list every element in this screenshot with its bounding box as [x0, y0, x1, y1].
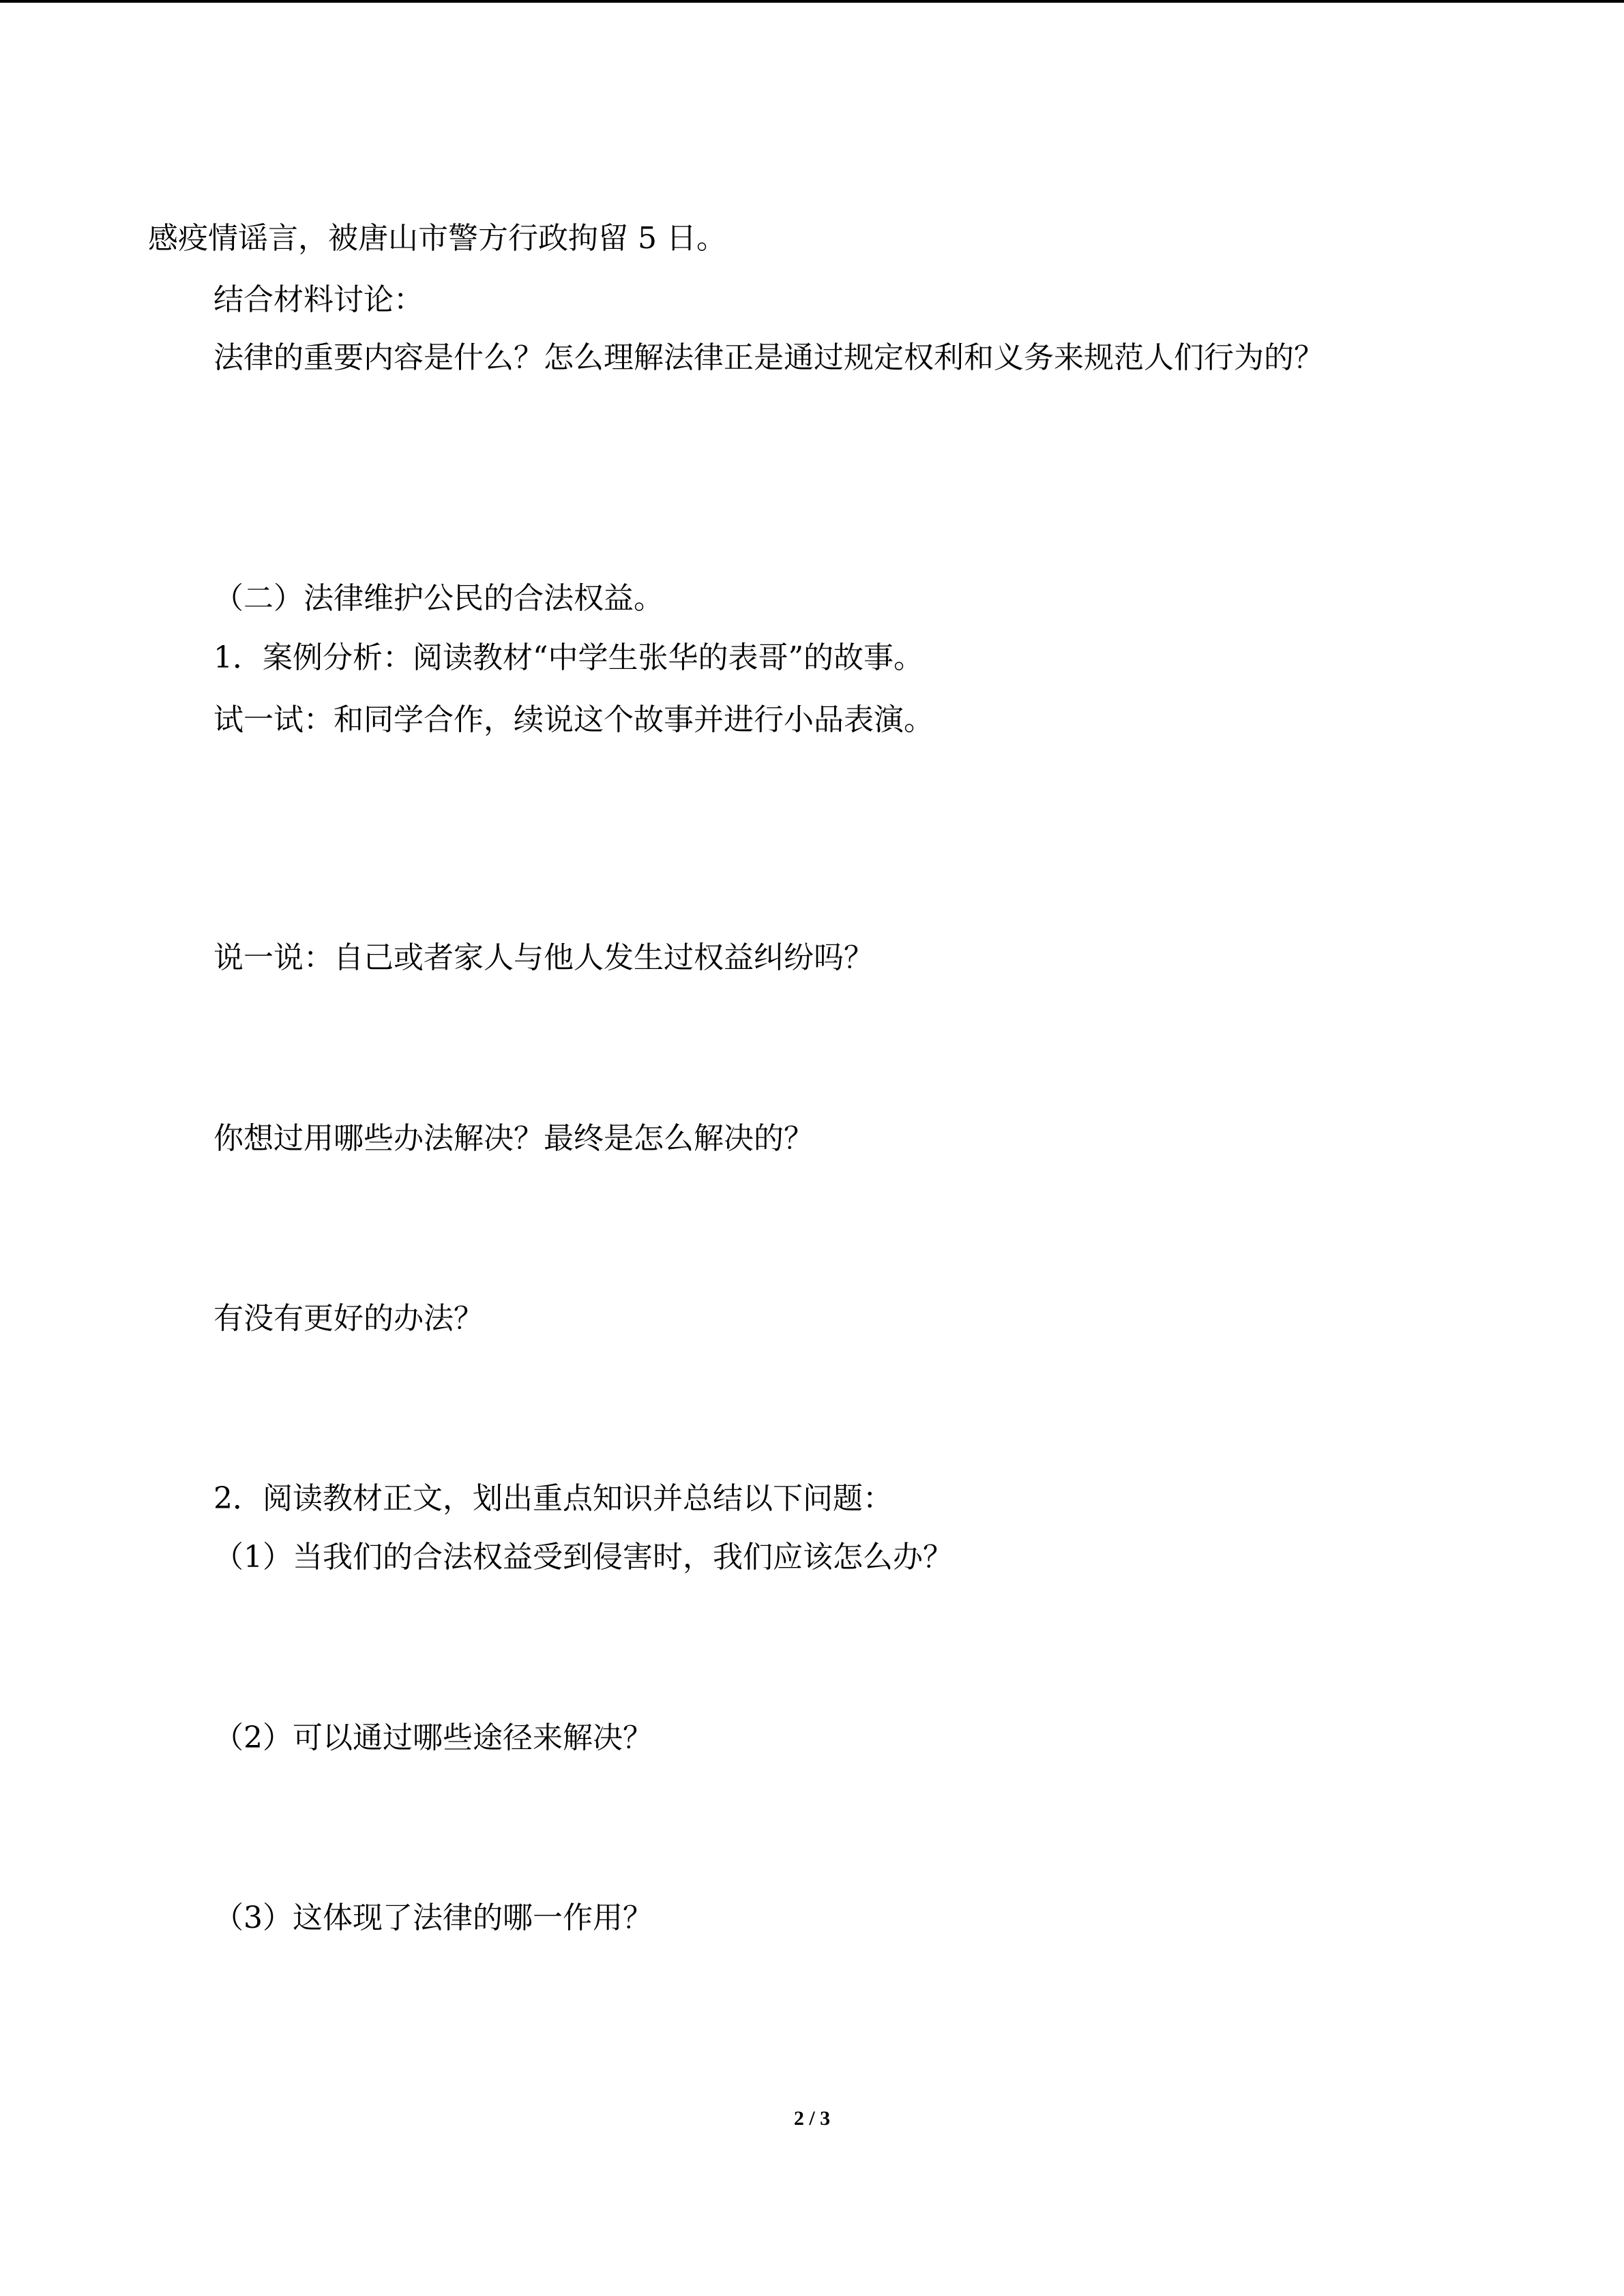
reading-task-item: 2．阅读教材正文，划出重点知识并总结以下问题：	[213, 1481, 893, 1516]
sub-question-1: （1）当我们的合法权益受到侵害时，我们应该怎么办？	[213, 1540, 953, 1575]
discussion-prompt: 结合材料讨论：	[213, 282, 424, 317]
better-solution-question: 有没有更好的办法？	[213, 1301, 484, 1336]
sub-question-2: （2）可以通过哪些途径来解决？	[213, 1720, 653, 1755]
sub-question-3: （3）这体现了法律的哪一作用？	[213, 1900, 653, 1935]
solution-question: 你想过用哪些办法解决？最终是怎么解决的？	[213, 1121, 814, 1156]
case-analysis-item: 1．案例分析：阅读教材“中学生张华的表哥”的故事。	[213, 640, 924, 675]
talk-about-question: 说一说：自己或者家人与他人发生过权益纠纷吗？	[213, 940, 874, 975]
try-it-activity: 试一试：和同学合作，续说这个故事并进行小品表演。	[213, 702, 934, 737]
section-heading: （二）法律维护公民的合法权益。	[213, 581, 664, 616]
paragraph-continuation: 感疫情谣言，被唐山市警方行政拘留 5 日。	[148, 221, 726, 256]
page-number: 2 / 3	[793, 2107, 831, 2130]
discussion-question: 法律的重要内容是什么？怎么理解法律正是通过规定权利和义务来规范人们行为的？	[213, 340, 1324, 375]
